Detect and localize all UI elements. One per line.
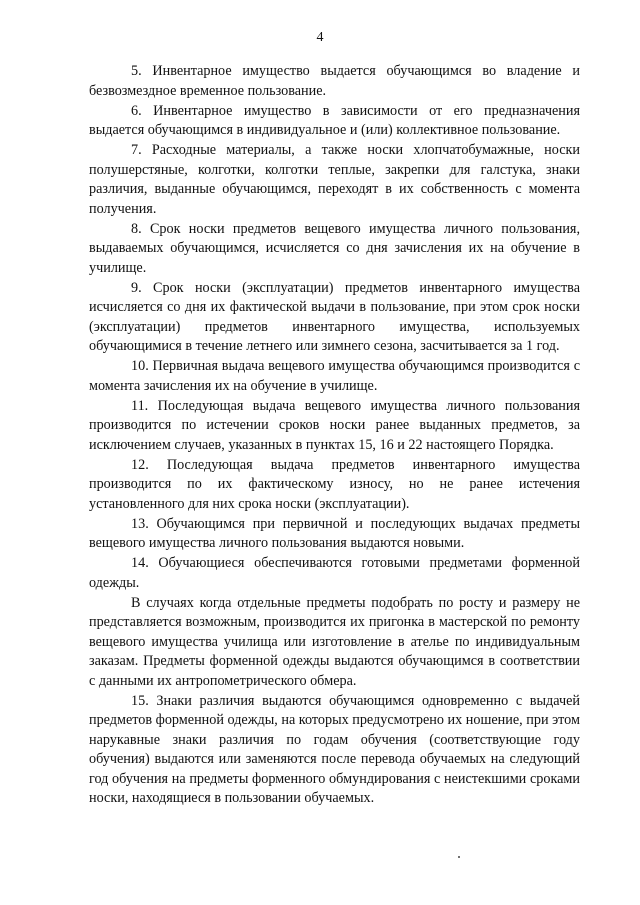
- paragraph-7: 7. Расходные материалы, а также носки хлопчатобумажные, носки полушерстяные, колготки, колготки теплые, закрепки для галстука, знаки различия, выданные обучающимся, переходят в их собственность с момента получения.: [89, 142, 580, 217]
- paragraph-10: 10. Первичная выдача вещевого имущества обучающимся производится с момента зачисления их на обучение в училище.: [89, 358, 580, 394]
- paragraph-15: 15. Знаки различия выдаются обучающимся одновременно с выдачей предметов форменной одежды, на которых предусмотрено их ношение, при этом нарукавные знаки различия по годам обучения (соответствующие году обучения) выдаются или заменяются после перевода обучаемых на следующий год обучения на предметы форменного обмундирования с неистекшими сроками носки, находящиеся в пользовании обучаемых.: [89, 692, 580, 806]
- paragraph-11: 11. Последующая выдача вещевого имущества личного пользования производится по истечении сроков носки ранее выданных предметов, за исключением случаев, указанных в пунктах 15, 16 и 22 настоящего Порядка.: [89, 397, 580, 453]
- document-body: [89, 62, 580, 809]
- scan-speck: [458, 856, 460, 858]
- paragraph-14: 14. Обучающиеся обеспечиваются готовыми предметами форменной одежды.: [89, 555, 580, 591]
- paragraph-5: 5. Инвентарное имущество выдается обучающимся во владение и безвозмездное временное пользование.: [89, 63, 580, 99]
- paragraph-6: 6. Инвентарное имущество в зависимости от его предназначения выдается обучающимся в индивидуальное и (или) коллективное пользование.: [89, 102, 580, 138]
- paragraph-13: 13. Обучающимся при первичной и последующих выдачах предметы вещевого имущества личного пользования выдаются новыми.: [89, 515, 580, 551]
- paragraph-12: 12. Последующая выдача предметов инвентарного имущества производится по их фактическому износу, но не ранее истечения установленного для них срока носки (эксплуатации).: [89, 456, 580, 512]
- paragraph-14-continuation: В случаях когда отдельные предметы подобрать по росту и размеру не представляется возможным, производится их пригонка в мастерской по ремонту вещевого имущества училища или изготовление в ателье по индивидуальным заказам. Предметы форменной одежды выдаются обучающимся в соответствии с данными их антропометрического обмера.: [89, 594, 580, 689]
- paragraph-8: 8. Срок носки предметов вещевого имущества личного пользования, выдаваемых обучающимся, исчисляется со дня зачисления их на обучение в училище.: [89, 220, 580, 276]
- page-number: 4: [316, 30, 324, 45]
- paragraph-9: 9. Срок носки (эксплуатации) предметов инвентарного имущества исчисляется со дня их фактической выдачи в пользование, при этом срок носки (эксплуатации) предметов инвентарного имущества, используемых обучающимися в течение летнего или зимнего сезона, засчитывается за 1 год.: [89, 279, 580, 354]
